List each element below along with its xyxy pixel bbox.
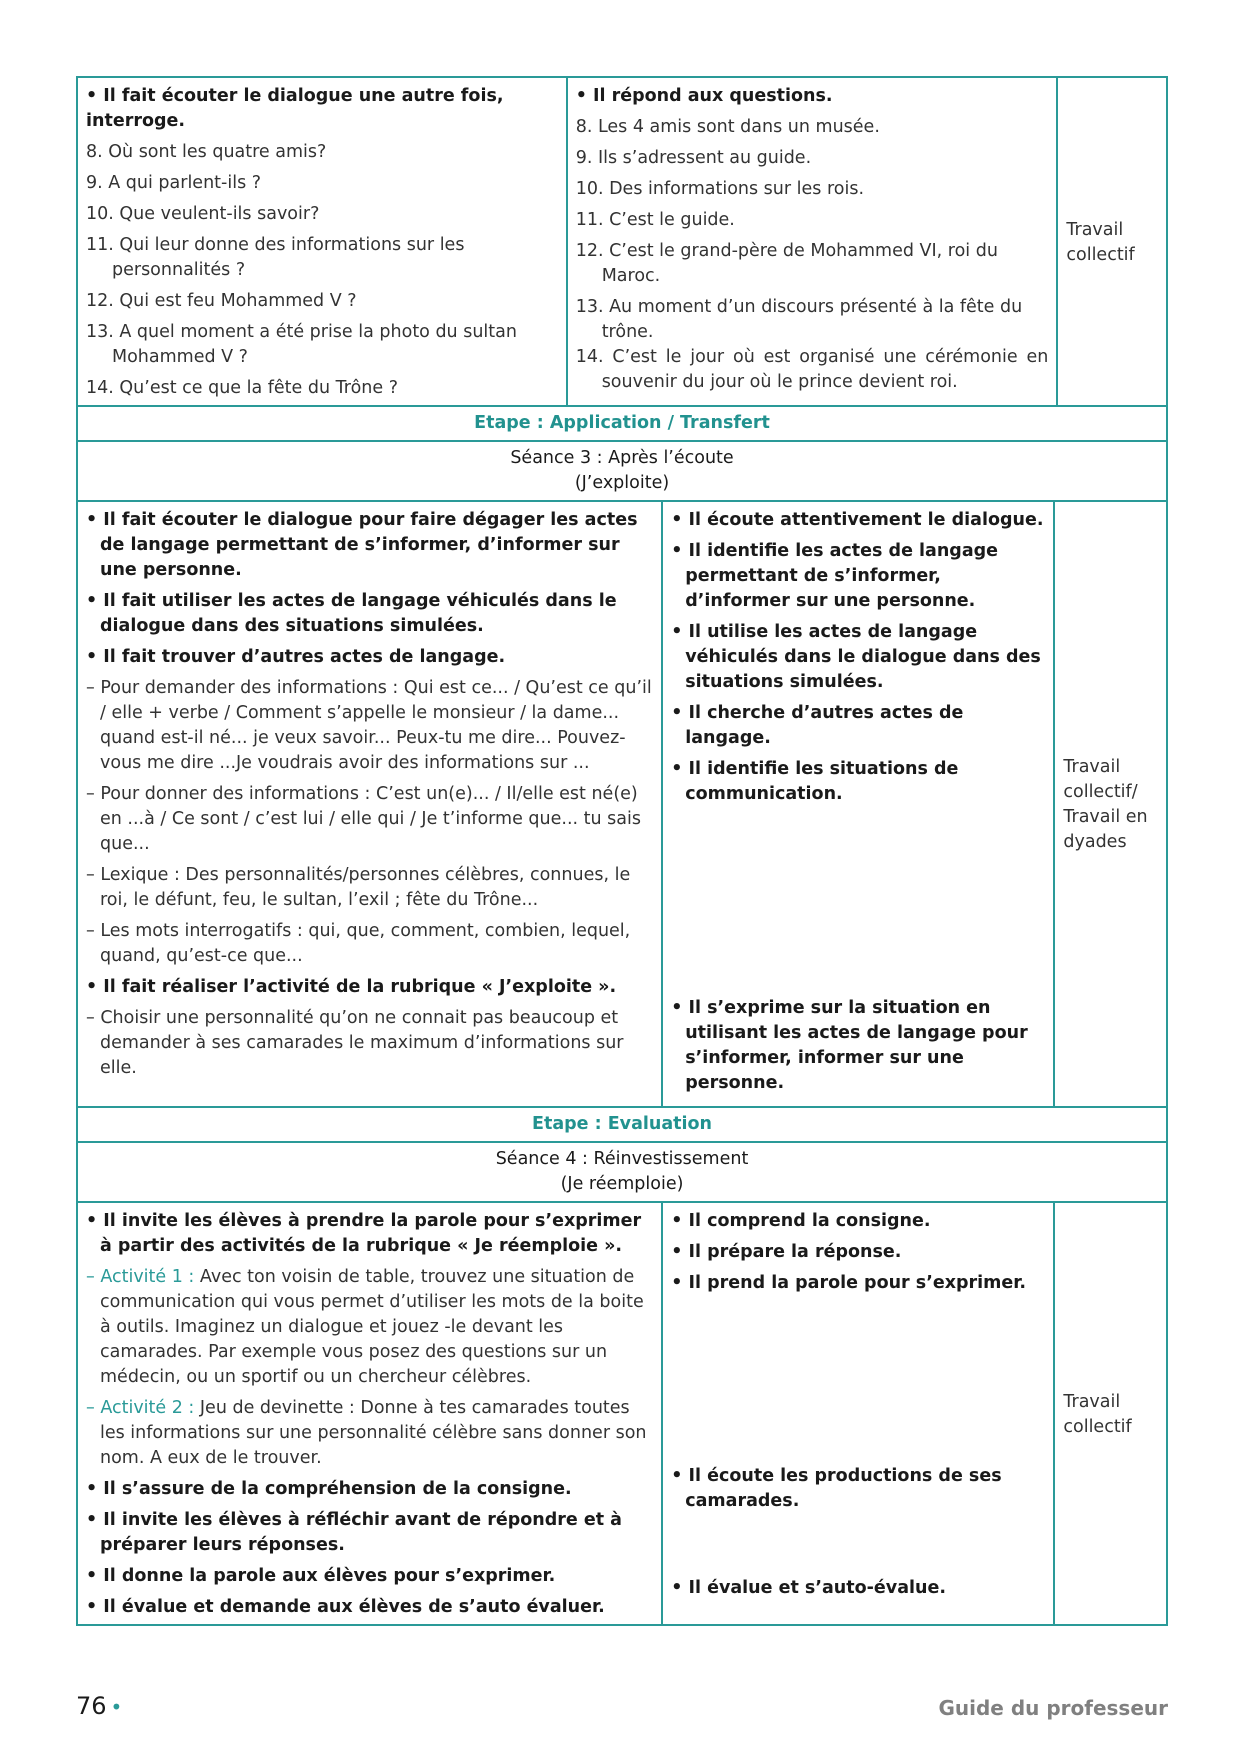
page-number-value: 76 — [76, 1692, 107, 1720]
teacher-activity: • Il fait utiliser les actes de langage véhiculés dans le dialogue dans des situations simulées. — [86, 591, 617, 636]
activity-text: Jeu de devinette : Donne à tes camarades toutes les informations sur une personnalité célèbre sans donner son nom. A eux de le trouver. — [100, 1398, 647, 1468]
stage-heading: Etape : Application / Transfert — [77, 407, 1167, 441]
teacher-activity: • Il fait réaliser l’activité de la rubrique « J’exploite ». — [86, 977, 617, 997]
question-item: 8. Où sont les quatre amis? — [86, 142, 327, 162]
seance-subtitle: (J’exploite) — [574, 473, 670, 493]
teacher-activities-cell — [77, 502, 662, 1107]
student-answers-cell — [567, 77, 1058, 406]
work-mode-cell: Travail collectif — [1054, 1203, 1167, 1625]
teacher-activity: • Il fait écouter le dialogue pour faire dégager les actes de langage permettant de s’informer, d’informer sur une personne. — [86, 510, 638, 580]
work-mode-cell: Travail collectif — [1057, 77, 1167, 406]
student-activity: • Il identifie les situations de communication. — [671, 759, 959, 804]
detail-item: – Choisir une personnalité qu’on ne connait pas beaucoup et demander à ses camarades le maximum d’informations sur elle. — [86, 1008, 624, 1078]
page-number — [76, 1694, 122, 1720]
answer-item: 11. C’est le guide. — [575, 210, 735, 230]
teacher-activity: • Il donne la parole aux élèves pour s’exprimer. — [86, 1566, 556, 1586]
student-activity: • Il utilise les actes de langage véhiculés dans le dialogue dans des situations simulées. — [671, 622, 1041, 692]
seance-3-table — [76, 502, 1168, 1108]
activity-text: Avec ton voisin de table, trouvez une situation de communication qui vous permet d’utiliser les mots de la boite à outils. Imaginez un dialogue et jouez -le devant les camarades. Par exemple vous posez des questions sur un médecin, ou un sportif ou un chercheur célèbres. — [100, 1267, 644, 1387]
question-item: 13. A quel moment a été prise la photo du sultan Mohammed V ? — [86, 322, 517, 367]
student-activities-cell — [662, 1203, 1054, 1625]
activity-2 — [86, 1396, 653, 1471]
detail-item: – Pour demander des informations : Qui est ce... / Qu’est ce qu’il / elle + verbe / Comment s’appelle le monsieur / la dame... quand est-il né... je veux savoir... Peux-tu me dire... Pouvez-vous me dire ...Je voudrais avoir des informations sur ... — [86, 678, 652, 773]
qa-table — [76, 76, 1168, 407]
seance-4-table — [76, 1203, 1168, 1626]
activity-1 — [86, 1265, 653, 1390]
teacher-activity: • Il fait trouver d’autres actes de langage. — [86, 647, 506, 667]
answer-item: 13. Au moment d’un discours présenté à la fête du trône. — [575, 297, 1023, 342]
student-activity: • Il comprend la consigne. — [671, 1211, 931, 1231]
student-activity: • Il écoute les productions de ses camarades. — [671, 1466, 1002, 1511]
question-item: 9. A qui parlent-ils ? — [86, 173, 262, 193]
stage-evaluation-table — [76, 1108, 1168, 1203]
seance-title: Séance 3 : Après l’écoute — [510, 448, 734, 468]
answer-item: 12. C’est le grand-père de Mohammed VI, roi du Maroc. — [575, 241, 998, 286]
page-dot: • — [110, 1695, 123, 1719]
seance-subtitle: (Je réemploie) — [560, 1174, 684, 1194]
teacher-activity: • Il invite les élèves à prendre la parole pour s’exprimer à partir des activités de la rubrique « Je réemploie ». — [86, 1211, 642, 1256]
question-item: 10. Que veulent-ils savoir? — [86, 204, 320, 224]
question-item: 11. Qui leur donne des informations sur les personnalités ? — [86, 235, 465, 280]
answer-item: 8. Les 4 amis sont dans un musée. — [575, 117, 880, 137]
teacher-activity: • Il invite les élèves à réfléchir avant de répondre et à préparer leurs réponses. — [86, 1510, 622, 1555]
student-activity: • Il identifie les actes de langage permettant de s’informer, d’informer sur une personne. — [671, 541, 999, 611]
stage-heading: Etape : Evaluation — [77, 1108, 1167, 1142]
lesson-plan-table-container — [76, 76, 1168, 1626]
student-activity: • Il s’exprime sur la situation en utilisant les actes de langage pour s’informer, informer sur une personne. — [671, 998, 1028, 1093]
student-response-header: • Il répond aux questions. — [575, 86, 833, 106]
student-activity: • Il écoute attentivement le dialogue. — [671, 510, 1044, 530]
answer-item: 10. Des informations sur les rois. — [575, 179, 865, 199]
teacher-activities-cell — [77, 1203, 662, 1625]
student-activity: • Il évalue et s’auto-évalue. — [671, 1578, 946, 1598]
detail-item: – Pour donner des informations : C’est un(e)... / Il/elle est né(e) en ...à / Ce sont / c’est lui / elle qui / Je t’informe que... tu sais que... — [86, 784, 641, 854]
guide-title: Guide du professeur — [938, 1696, 1168, 1720]
activity-label: – Activité 1 : — [86, 1267, 195, 1287]
teacher-activity: • Il évalue et demande aux élèves de s’auto évaluer. — [86, 1597, 605, 1617]
student-activities-cell — [662, 502, 1054, 1107]
teacher-questions-cell — [77, 77, 567, 406]
answer-item: 9. Ils s’adressent au guide. — [575, 148, 812, 168]
answer-item: 14. C’est le jour où est organisé une cérémonie en souvenir du jour où le prince devient roi. — [575, 347, 1049, 392]
student-activity: • Il cherche d’autres actes de langage. — [671, 703, 964, 748]
teacher-activity: • Il s’assure de la compréhension de la consigne. — [86, 1479, 572, 1499]
question-item: 14. Qu’est ce que la fête du Trône ? — [86, 378, 398, 398]
detail-item: – Les mots interrogatifs : qui, que, comment, combien, lequel, quand, qu’est-ce que... — [86, 921, 631, 966]
student-activity: • Il prend la parole pour s’exprimer. — [671, 1273, 1027, 1293]
seance-4-heading — [77, 1142, 1167, 1202]
activity-label: – Activité 2 : — [86, 1398, 195, 1418]
stage-application-table — [76, 407, 1168, 502]
question-item: 12. Qui est feu Mohammed V ? — [86, 291, 357, 311]
teacher-instruction: • Il fait écouter le dialogue une autre fois, interroge. — [86, 86, 504, 131]
seance-3-heading — [77, 441, 1167, 501]
student-activity: • Il prépare la réponse. — [671, 1242, 902, 1262]
work-mode-cell: Travail collectif/ Travail en dyades — [1054, 502, 1167, 1107]
seance-title: Séance 4 : Réinvestissement — [495, 1149, 749, 1169]
detail-item: – Lexique : Des personnalités/personnes célèbres, connues, le roi, le défunt, feu, le sultan, l’exil ; fête du Trône... — [86, 865, 631, 910]
